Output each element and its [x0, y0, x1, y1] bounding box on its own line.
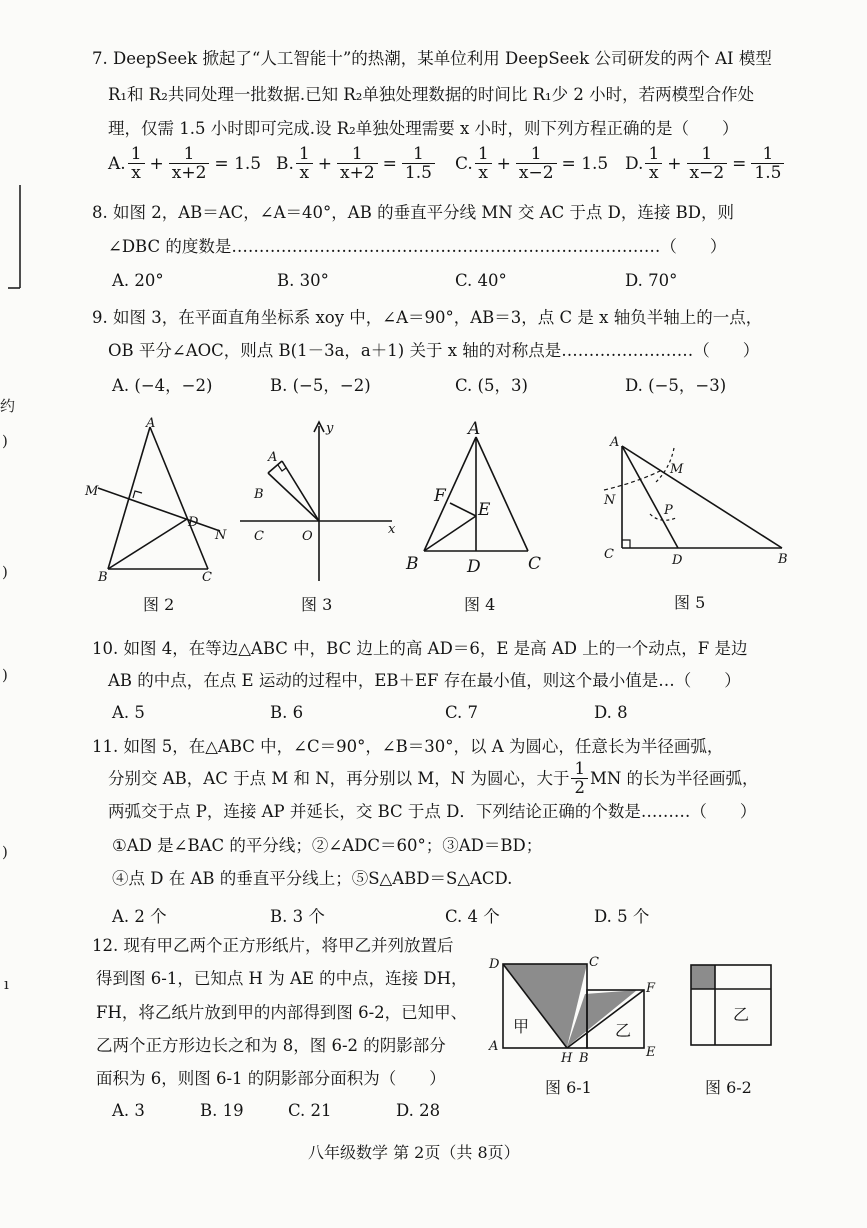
q7-c-rhs: = 1.5: [561, 153, 609, 174]
q8-option-c: C. 40°: [455, 271, 507, 290]
fig2-label-m: M: [85, 484, 99, 499]
q7-d-f1-num: 1: [645, 145, 662, 164]
q7-b-f1-num: 1: [296, 145, 313, 164]
q7-b-rhs-den: 1.5: [404, 163, 432, 183]
q12-line-2: 得到图 6-1，已知点 H 为 AE 的中点，连接 DH，: [96, 969, 468, 988]
fig4-label-c: C: [528, 554, 542, 574]
q7-d-f2-num: 1: [687, 145, 728, 164]
fig5-label-a: A: [610, 435, 620, 450]
q8-line-2: ∠DBC 的度数是……………………………………………………………………（ ）: [108, 237, 727, 256]
q7-line-3: 理，仅需 1.5 小时即可完成.设 R₂单独处理需要 x 小时，则下列方程正确的是（ ）: [108, 119, 739, 138]
figure-2: [80, 415, 240, 585]
fig61-caption: 图 6-1: [545, 1078, 592, 1097]
margin-mark-5: ): [2, 843, 8, 861]
q7-c-f1-den: x: [478, 163, 489, 183]
q7-line-1: 7. DeepSeek 掀起了“人工智能十”的热潮，某单位利用 DeepSeek 公司研发的两个 AI 模型: [92, 49, 772, 68]
margin-mark-3: ): [2, 563, 8, 581]
figure-3: [230, 418, 405, 588]
q12-line-3: FH，将乙纸片放到甲的内部得到图 6-2，已知甲、: [96, 1003, 468, 1022]
fig3-label-c: C: [254, 529, 264, 544]
q12-option-d: D. 28: [396, 1101, 441, 1120]
q8-option-a: A. 20°: [112, 271, 164, 290]
q7-b-f2-num: 1: [337, 145, 378, 164]
q7-a-f1-num: 1: [128, 145, 145, 164]
q7-b-rhs-num: 1: [402, 145, 435, 164]
binding-margin-bracket: [0, 180, 30, 295]
q10-line-2: AB 的中点，在点 E 运动的过程中，EB＋EF 存在最小值，则这个最小值是…（ ）: [108, 671, 741, 690]
q11-line-2: [108, 760, 759, 797]
fig3-label-o: O: [302, 529, 313, 544]
q11-line-5: ④点 D 在 AB 的垂直平分线上；⑤S△ABD＝S△ACD.: [112, 869, 513, 888]
fig61-label-c: C: [589, 955, 599, 970]
q7-option-c: C. $\frac{1}{x}$ + $\frac{1}{x-2}$ = 1.5: [455, 144, 609, 183]
q7-option-a-label: A.: [108, 153, 126, 174]
q11-line-2b: MN 的长为半径画弧，: [589, 768, 759, 788]
q12-option-c: C. 21: [288, 1101, 332, 1120]
fig5-label-c: C: [604, 547, 614, 562]
fig5-arc-center-a: [604, 470, 662, 490]
q11-half-den: 2: [574, 778, 585, 797]
q11-line-1: 11. 如图 5，在△ABC 中，∠C＝90°，∠B＝30°，以 A 为圆心，任意长为半径画弧，: [92, 737, 724, 756]
page-footer: 八年级数学 第 2页（共 8页）: [308, 1143, 520, 1162]
figure-6-2: [685, 958, 780, 1058]
q7-b-f1-den: x: [299, 163, 310, 183]
q9-option-d: D. (−5，−3): [625, 376, 727, 395]
fig4-label-b: B: [406, 554, 419, 574]
q11-half-fraction: [571, 760, 588, 797]
q9-option-a: A. (−4，−2): [112, 376, 213, 395]
q11-option-a: A. 2 个: [112, 907, 167, 926]
q7-c-f1-num: 1: [475, 145, 492, 164]
figure-6-1: [485, 950, 665, 1065]
margin-mark-4: ): [2, 666, 8, 684]
fig2-right-angle-mark: [133, 491, 142, 498]
fig4-label-d: D: [467, 557, 481, 577]
fig61-label-a: A: [489, 1039, 499, 1054]
fig3-label-x: x: [388, 522, 396, 537]
fig4-label-a: A: [468, 419, 481, 439]
q12-line-4: 乙两个正方形边长之和为 8，图 6-2 的阴影部分: [96, 1036, 446, 1055]
q11-option-c: C. 4 个: [445, 907, 500, 926]
fig2-label-a: A: [146, 416, 156, 431]
fig3-label-b: B: [254, 487, 264, 502]
q7-c-f2-den: x−2: [518, 163, 554, 183]
fig4-segment-ac: [476, 437, 528, 551]
fig61-label-f: F: [646, 981, 656, 996]
q7-d-f2-den: x−2: [689, 163, 725, 183]
q11-line-3: 两弧交于点 P，连接 AP 并延长，交 BC 于点 D．下列结论正确的个数是………（ ）: [108, 802, 757, 821]
fig3-label-a: A: [268, 450, 278, 465]
fig2-label-n: N: [215, 528, 227, 543]
fig2-label-b: B: [98, 570, 108, 585]
fig2-line-mn: [98, 488, 220, 531]
fig3-caption: 图 3: [301, 595, 333, 614]
fig3-label-y: y: [326, 421, 334, 436]
q9-option-b: B. (−5，−2): [270, 376, 371, 395]
q7-a-f1-den: x: [131, 163, 141, 183]
q7-a-f2-den: x+2: [171, 163, 207, 183]
fig5-caption: 图 5: [674, 593, 706, 612]
fig2-segment-ac: [150, 427, 208, 569]
fig61-label-b: B: [579, 1051, 589, 1065]
fig5-label-b: B: [778, 552, 788, 567]
q11-option-b: B. 3 个: [270, 907, 325, 926]
q11-option-d: D. 5 个: [594, 907, 650, 926]
q8-line-1: 8. 如图 2，AB＝AC，∠A＝40°，AB 的垂直平分线 MN 交 AC 于点 D，连接 BD，则: [92, 203, 735, 222]
q7-d-f1-den: x: [649, 163, 659, 183]
margin-mark-6: ı: [4, 975, 9, 993]
fig61-label-e: E: [646, 1045, 656, 1060]
q7-option-a: A. $\frac{1}{x}$ + $\frac{1}{x+2}$ = 1.5: [108, 144, 262, 183]
q12-line-5: 面积为 6，则图 6-1 的阴影部分面积为（ ）: [96, 1069, 446, 1088]
q10-option-b: B. 6: [270, 703, 304, 722]
q10-option-a: A. 5: [112, 703, 145, 722]
fig5-label-n: N: [604, 493, 616, 508]
fig4-label-e: E: [478, 500, 491, 520]
fig62-caption: 图 6-2: [705, 1078, 752, 1097]
q9-line-1: 9. 如图 3，在平面直角坐标系 xoy 中，∠A＝90°，AB＝3，点 C 是 x 轴负半轴上的一点，: [92, 308, 763, 327]
q9-line-2: OB 平分∠AOC，则点 B(1－3a，a＋1) 关于 x 轴的对称点是……………………（ ）: [108, 341, 760, 360]
q7-a-f2-num: 1: [169, 145, 210, 164]
q7-d-rhs-num: 1: [751, 145, 784, 164]
fig62-label-yi: 乙: [733, 1005, 750, 1024]
fig61-label-yi: 乙: [615, 1021, 632, 1040]
fig2-caption: 图 2: [143, 595, 175, 614]
margin-mark-1: 约: [0, 397, 16, 415]
q12-line-1: 12. 现有甲乙两个正方形纸片，将甲乙并列放置后: [92, 936, 454, 955]
fig4-caption: 图 4: [464, 595, 496, 614]
q7-b-f2-den: x+2: [339, 163, 375, 183]
fig2-label-c: C: [202, 570, 212, 585]
fig2-segment-ab: [108, 427, 150, 569]
q11-half-num: 1: [571, 760, 588, 779]
margin-mark-2: ): [2, 432, 8, 450]
fig5-segment-ab: [622, 446, 782, 548]
q10-option-c: C. 7: [445, 703, 479, 722]
fig5-label-d: D: [672, 553, 683, 568]
q7-option-b: B. $\frac{1}{x}$ + $\frac{1}{x+2}$ = $\frac{1}{1.5}$: [276, 145, 437, 182]
fig4-segment-fe: [450, 503, 476, 516]
fig5-label-p: P: [664, 503, 673, 518]
fig4-label-f: F: [434, 486, 446, 506]
fig61-label-jia: 甲: [513, 1017, 530, 1036]
q7-option-c-label: C.: [455, 153, 473, 174]
fig61-label-h: H: [561, 1051, 573, 1065]
figure-5: [598, 430, 798, 575]
q7-a-rhs: = 1.5: [214, 153, 262, 174]
q11-line-2a: 分别交 AB，AC 于点 M 和 N，再分别以 M，N 为圆心，大于: [108, 768, 570, 788]
q7-line-2: R₁和 R₂共同处理一批数据.已知 R₂单独处理数据的时间比 R₁少 2 小时，若两模型合作处: [108, 85, 755, 104]
fig62-shaded-square: [691, 965, 715, 989]
fig5-right-angle-mark: [622, 540, 630, 548]
q10-line-1: 10. 如图 4，在等边△ABC 中，BC 边上的高 AD＝6，E 是高 AD 上的一个动点，F 是边: [92, 639, 748, 658]
q7-d-rhs-den: 1.5: [754, 163, 782, 183]
q7-c-f2-num: 1: [516, 145, 557, 164]
q9-option-c: C. (5，3): [455, 376, 528, 395]
q12-option-b: B. 19: [200, 1101, 244, 1120]
q7-option-b-label: B.: [276, 153, 294, 174]
fig2-label-d: D: [188, 515, 199, 530]
q10-option-d: D. 8: [594, 703, 628, 722]
fig5-label-m: M: [670, 462, 684, 477]
q11-line-4: ①AD 是∠BAC 的平分线；②∠ADC＝60°；③AD＝BD；: [112, 836, 543, 855]
fig61-label-d: D: [489, 957, 500, 972]
q8-option-d: D. 70°: [625, 271, 678, 290]
q7-option-d: D. $\frac{1}{x}$ + $\frac{1}{x-2}$ = $\frac{1}{1.5}$: [625, 145, 786, 182]
figure-4: [400, 412, 560, 582]
q7-option-d-label: D.: [625, 153, 644, 174]
q12-option-a: A. 3: [112, 1101, 145, 1120]
q8-option-b: B. 30°: [277, 271, 329, 290]
